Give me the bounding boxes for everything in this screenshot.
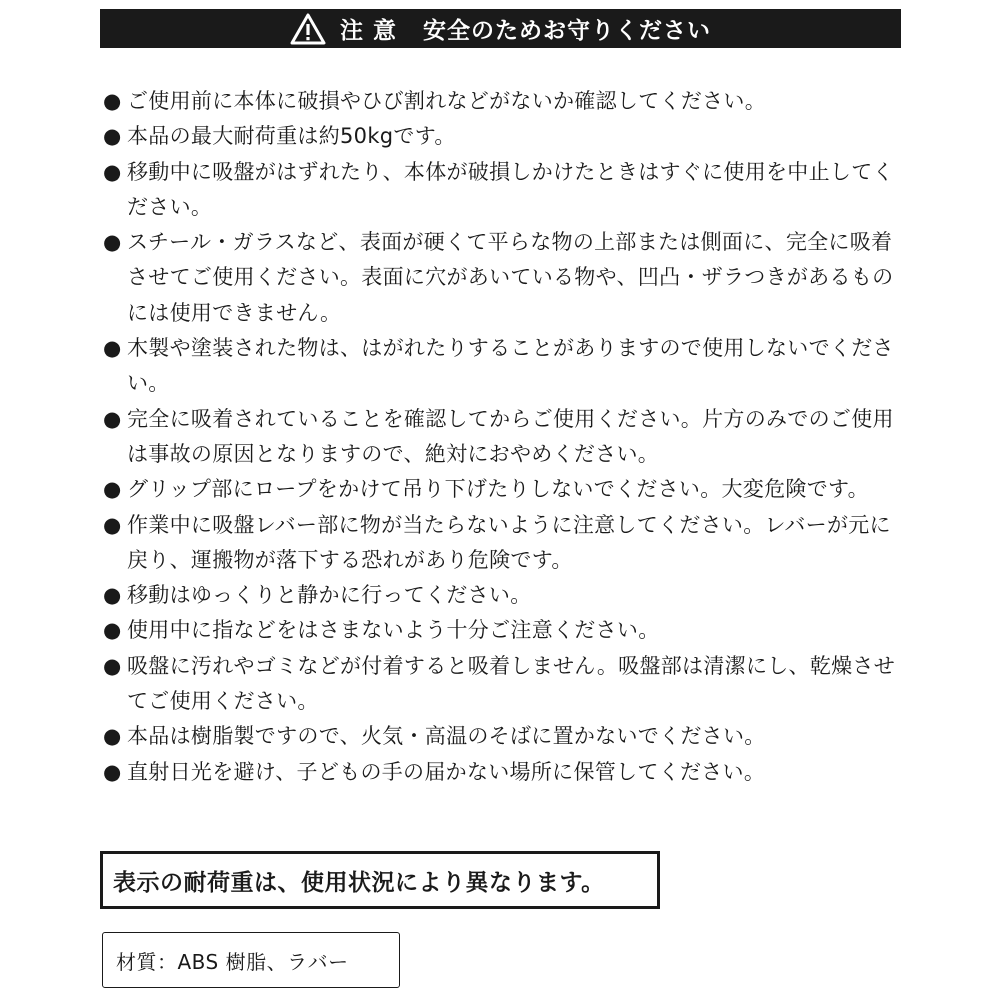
list-item: [103, 472, 903, 507]
bullet-icon: ●: [103, 512, 122, 537]
bullet-icon: ●: [103, 89, 122, 113]
note-text: 使用中に指などをはさまないよう十分ご注意ください。: [127, 618, 660, 643]
caution-subtitle: 安全のためお守りください: [423, 18, 711, 44]
list-item: [103, 84, 903, 119]
bullet-icon: ●: [103, 759, 122, 784]
list-item: [103, 719, 903, 754]
list-item: [103, 508, 903, 579]
note-text: 移動中に吸盤がはずれたり、本体が破損しかけたときはすぐに使用を中止してください。: [127, 159, 894, 219]
note-text: 本品の最大耐荷重は約50kgです。: [127, 124, 456, 149]
note-text: 完全に吸着されていることを確認してからご使用ください。片方のみでのご使用は事故の原因となりますので、絶対におやめください。: [127, 406, 894, 466]
list-item: [103, 331, 903, 402]
warning-triangle-icon: [290, 13, 326, 45]
bullet-icon: ●: [103, 159, 122, 184]
bullet-icon: ●: [103, 406, 122, 431]
material-label: 材質：ABS 樹脂、ラバー: [102, 932, 400, 988]
note-text: スチール・ガラスなど、表面が硬くて平らな物の上部または側面に、完全に吸着させてご使用ください。表面に穴があいている物や、凹凸・ザラつきがあるものには使用できません。: [127, 230, 894, 325]
list-item: [103, 402, 903, 473]
note-text: 本品は樹脂製ですので、火気・高温のそばに置かないでください。: [127, 724, 766, 749]
note-text: ご使用前に本体に破損やひび割れなどがないか確認してください。: [127, 89, 766, 113]
list-item: [103, 613, 903, 648]
bullet-icon: ●: [103, 124, 122, 149]
note-text: グリップ部にロープをかけて吊り下げたりしないでください。大変危険です。: [127, 477, 869, 502]
list-item: [103, 225, 903, 331]
list-item: [103, 755, 903, 790]
list-item: [103, 649, 903, 720]
caution-title: 注 意: [339, 18, 397, 44]
caution-notes-list: [103, 84, 903, 790]
list-item: [103, 119, 903, 154]
list-item: [103, 155, 903, 226]
bullet-icon: ●: [103, 724, 122, 749]
bullet-icon: ●: [103, 230, 122, 255]
bullet-icon: ●: [103, 336, 122, 361]
list-item: [103, 578, 903, 613]
note-text: 作業中に吸盤レバー部に物が当たらないように注意してください。レバーが元に戻り、運搬物が落下する恐れがあり危険です。: [127, 512, 891, 572]
bullet-icon: ●: [103, 618, 122, 643]
note-text: 木製や塗装された物は、はがれたりすることがありますので使用しないでください。: [127, 336, 894, 396]
load-capacity-notice: 表示の耐荷重は、使用状況により異なります。: [100, 851, 660, 909]
bullet-icon: ●: [103, 477, 122, 502]
caution-header: [100, 9, 901, 48]
note-text: 直射日光を避け、子どもの手の届かない場所に保管してください。: [127, 759, 766, 784]
bullet-icon: ●: [103, 583, 122, 608]
bullet-icon: ●: [103, 653, 122, 678]
note-text: 吸盤に汚れやゴミなどが付着すると吸着しません。吸盤部は清潔にし、乾燥させてご使用ください。: [127, 653, 896, 714]
note-text: 移動はゆっくりと静かに行ってください。: [127, 583, 532, 608]
